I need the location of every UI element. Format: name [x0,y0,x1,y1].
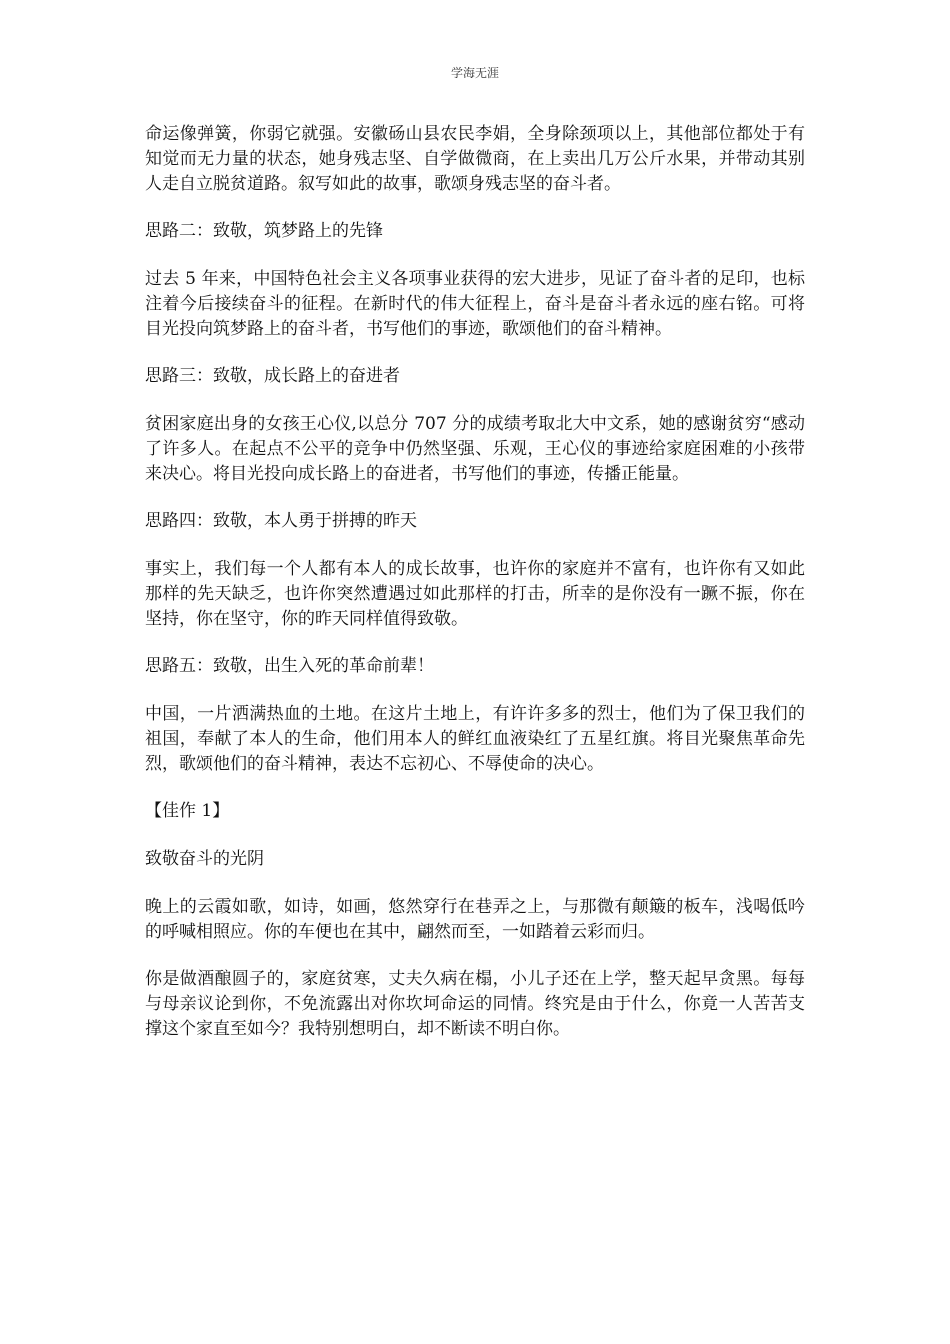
essay-title: 致敬奋斗的光阴 [145,849,264,869]
sample-essay-label: 【佳作 1】 [145,801,230,821]
essay-paragraph: 晚上的云霞如歌，如诗，如画，悠然穿行在巷弄之上，与那微有颠簸的板车，浅喝低吟的呼喊相照应。你的车便也在其中，翩然而至，一如踏着云彩而归。 [145,897,805,942]
idea-five-heading: 思路五：致敬，出生入死的革命前辈！ [145,656,434,676]
paragraph-idea-four: 事实上，我们每一个人都有本人的成长故事，也许你的家庭并不富有，也许你有又如此那样的先天缺乏，也许你突然遭遇过如此那样的打击，所幸的是你没有一蹶不振，你在坚持，你在坚守，你的昨天同样值得致敬。 [145,559,805,629]
essay-paragraph: 你是做酒酿圆子的，家庭贫寒，丈夫久病在榻，小儿子还在上学，整天起早贪黑。每每与母亲议论到你，不免流露出对你坎坷命运的同情。终究是由于什么，你竟一人苦苦支撑这个家直至如今？我特别想明白，却不断读不明白你。 [145,969,805,1039]
idea-four-heading: 思路四：致敬，本人勇于拼搏的昨天 [145,511,417,531]
idea-two-heading: 思路二：致敬，筑梦路上的先锋 [145,221,383,241]
paragraph-story-li-juan: 命运像弹簧，你弱它就强。安徽砀山县农民李娟，全身除颈项以上，其他部位都处于有知觉而无力量的状态，她身残志坚、自学做微商，在上卖出几万公斤水果，并带动其别人走自立脱贫道路。叙写如此的故事，歌颂身残志坚的奋斗者。 [145,124,805,194]
idea-three-heading: 思路三：致敬，成长路上的奋进者 [145,366,400,386]
paragraph-idea-three: 贫困家庭出身的女孩王心仪,以总分 707 分的成绩考取北大中文系，她的感谢贫穷“感动了许多人。在起点不公平的竞争中仍然坚强、乐观，王心仪的事迹给家庭困难的小孩带来决心。将目光投向成长路上的奋进者，书写他们的事迹，传播正能量。 [145,414,805,484]
page-header: 学海无涯 [450,66,499,80]
paragraph-idea-five: 中国，一片洒满热血的土地。在这片土地上，有许许多多的烈士，他们为了保卫我们的祖国，奉献了本人的生命，他们用本人的鲜红血液染红了五星红旗。将目光聚焦革命先烈，歌颂他们的奋斗精神，表达不忘初心、不辱使命的决心。 [145,704,805,774]
document-body [145,122,805,1064]
paragraph-idea-two: 过去 5 年来，中国特色社会主义各项事业获得的宏大进步，见证了奋斗者的足印，也标注着今后接续奋斗的征程。在新时代的伟大征程上，奋斗是奋斗者永远的座右铭。可将目光投向筑梦路上的奋斗者，书写他们的事迹，歌颂他们的奋斗精神。 [145,269,805,339]
